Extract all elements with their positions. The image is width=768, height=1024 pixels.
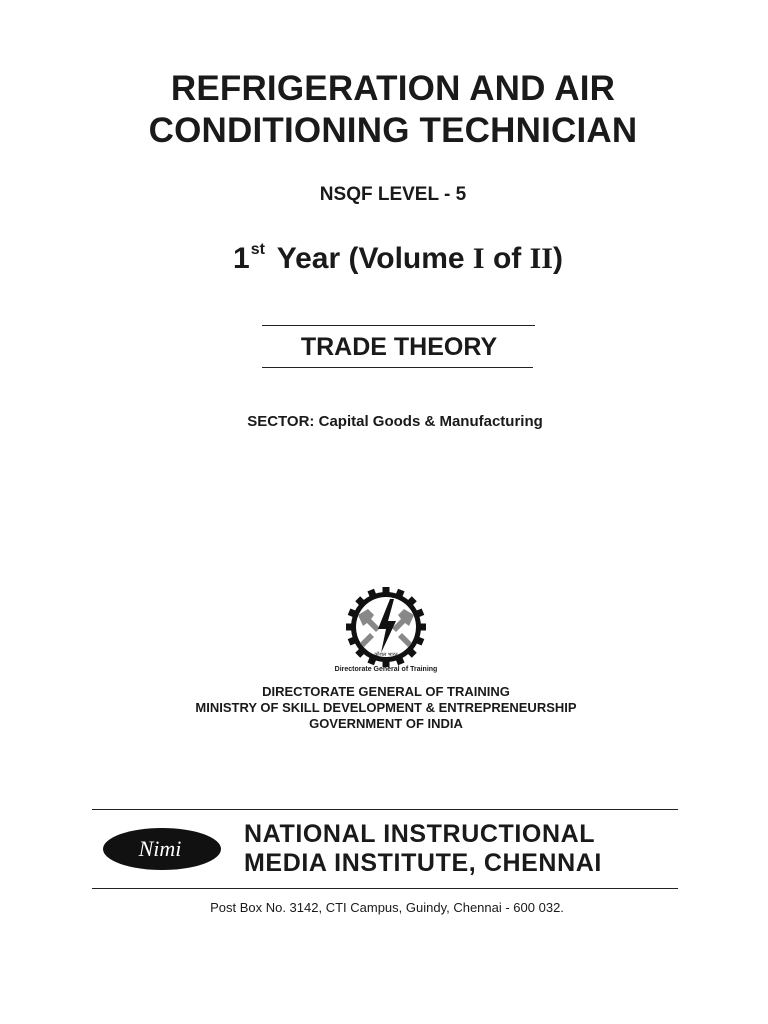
sector-value: Capital Goods & Manufacturing: [314, 413, 543, 430]
volume-current: I: [472, 242, 485, 275]
nsqf-level: NSQF LEVEL - 5: [319, 184, 467, 205]
year-number: 1: [233, 242, 250, 275]
trade-theory-top-rule: [262, 325, 535, 326]
issuing-organization: [0, 684, 768, 732]
sector-line: [0, 412, 768, 432]
year-ordinal-suffix: st: [250, 241, 265, 258]
publisher-address: Post Box No. 3142, CTI Campus, Guindy, Chennai - 600 032.: [210, 900, 564, 915]
volume-total: II: [529, 242, 553, 275]
publisher-bottom-rule: [92, 888, 678, 889]
nimi-logo-text: Nimi: [138, 836, 182, 861]
year-volume: [0, 239, 768, 279]
organization-line-1: DIRECTORATE GENERAL OF TRAINING: [262, 684, 510, 699]
year-close-paren: ): [552, 242, 563, 275]
book-title-line-1: REFRIGERATION AND AIR: [170, 69, 616, 108]
book-type: TRADE THEORY: [300, 333, 498, 361]
organization-line-3: GOVERNMENT OF INDIA: [309, 716, 463, 731]
publisher-top-rule: [92, 809, 678, 810]
publisher-name-line-1: NATIONAL INSTRUCTIONAL: [244, 820, 596, 848]
dgt-gear-emblem-icon: [344, 585, 428, 669]
emblem-motto: कौशल भारत: [374, 652, 398, 658]
publisher-name-line-2: MEDIA INSTITUTE, CHENNAI: [244, 849, 602, 877]
year-text: Year (Volume: [268, 242, 473, 275]
book-title-line-2: CONDITIONING TECHNICIAN: [148, 111, 638, 150]
emblem-caption: Directorate General of Training: [334, 666, 438, 673]
publisher-name: [244, 820, 602, 878]
organization-line-2: MINISTRY OF SKILL DEVELOPMENT & ENTREPRENEURSHIP: [195, 700, 577, 715]
trade-theory-bottom-rule: [262, 367, 533, 368]
volume-of: of: [484, 242, 530, 275]
book-title: [0, 68, 768, 152]
sector-label: SECTOR:: [247, 413, 315, 430]
nimi-logo-icon: [102, 827, 222, 871]
